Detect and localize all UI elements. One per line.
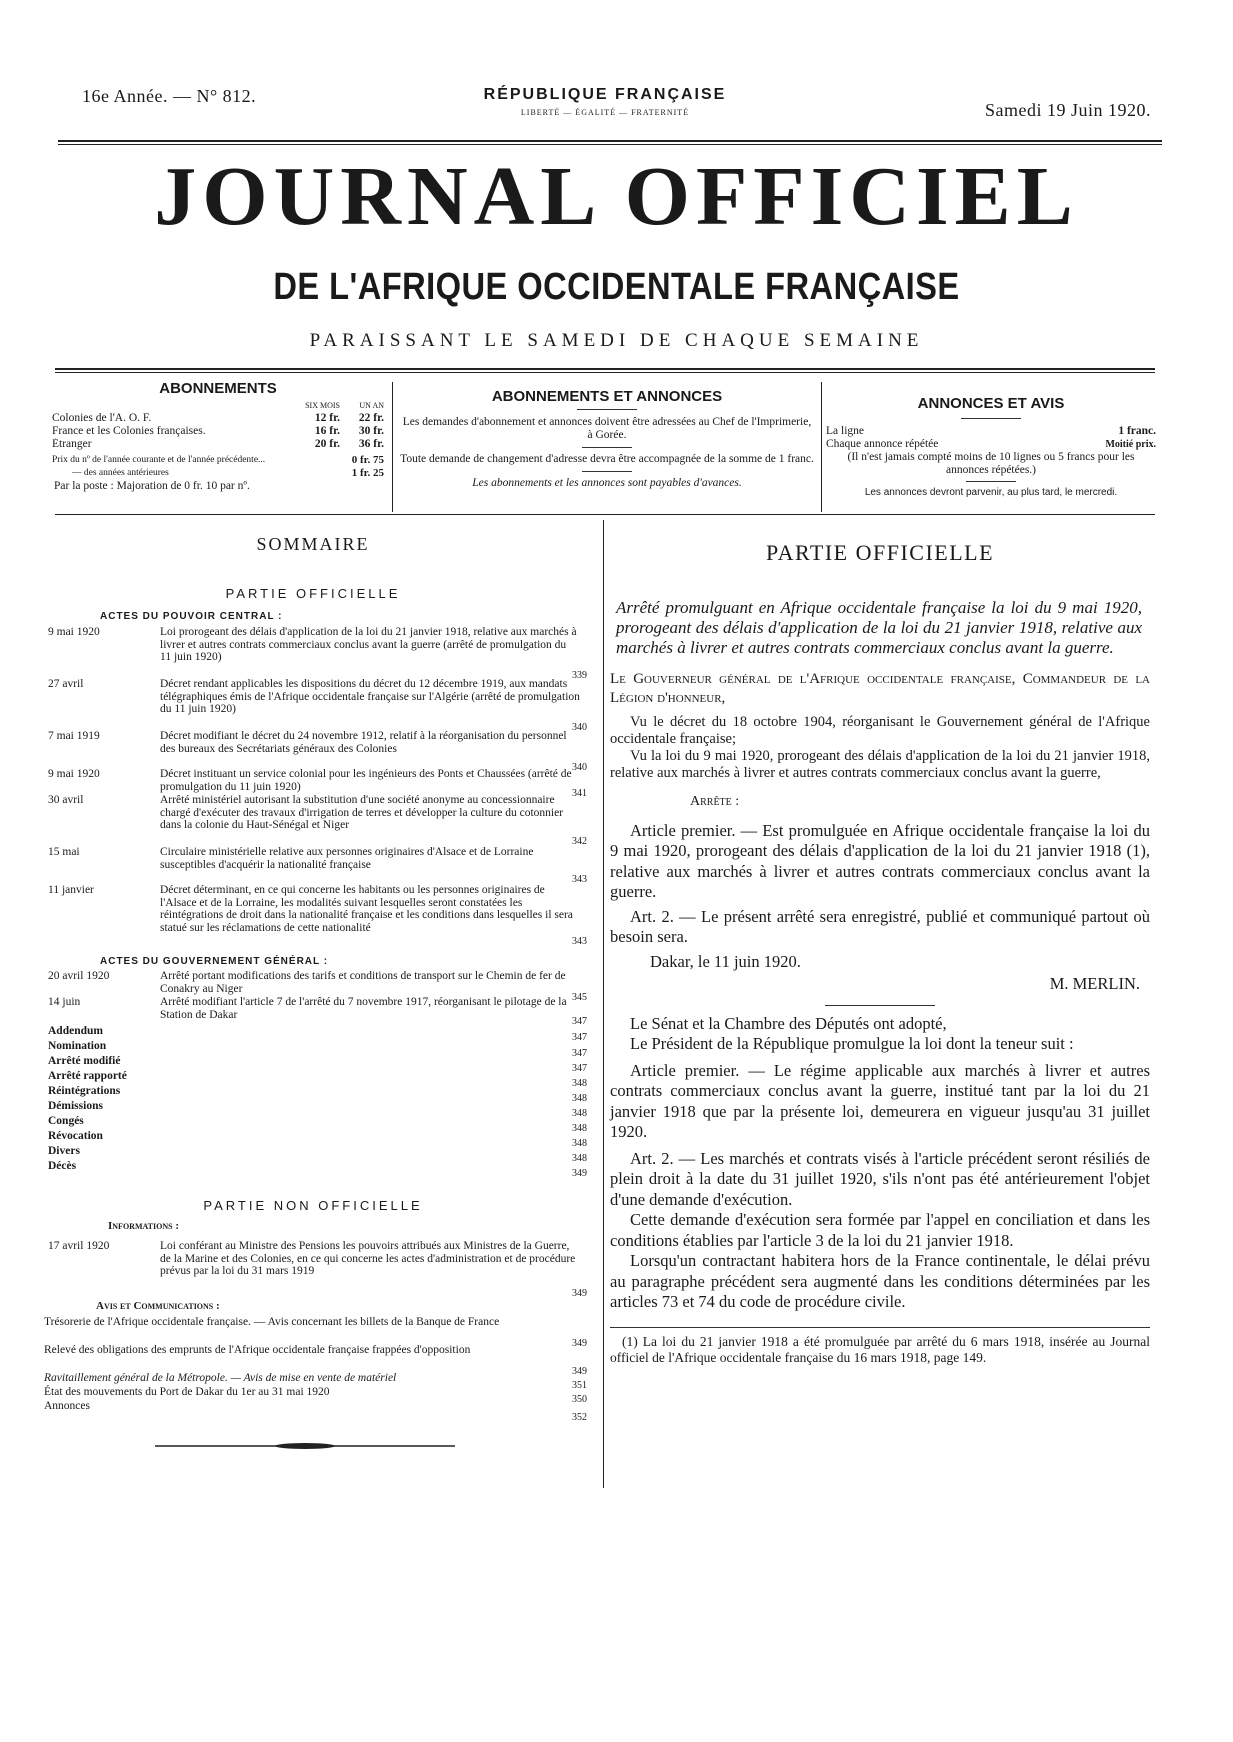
abonnements-annonces-text-1: Les demandes d'abonnement et annonces doivent être adressées au Chef de l'Imprimerie, à Gorée. bbox=[402, 416, 812, 441]
signature: M. MERLIN. bbox=[1049, 974, 1140, 993]
page-number: 345 bbox=[572, 992, 587, 1003]
abonnement-row: Étranger 20 fr. 36 fr. bbox=[52, 438, 384, 450]
page-number: 347 bbox=[572, 1016, 587, 1027]
page-number: 347 bbox=[572, 1063, 587, 1074]
arrete-title: Arrêté promulguant en Afrique occidentale française la loi du 9 mai 1920, prorogeant des délais d'application de la loi du 21 janvier 1918, relative aux marchés à livrer et autres contrats commerciaux conclus avant la guerre. bbox=[616, 598, 1142, 657]
ornament-divider bbox=[155, 1440, 455, 1452]
sommaire-short-entry: Révocation bbox=[48, 1130, 103, 1142]
sommaire-entry: 11 janvier Décret déterminant, en ce qui concerne les habitants ou les personnes originaires de l'Alsace et de la Lorraine, les modalités suivant lesquelles seront constatées les réintégrations de droit dans la nationalité française et les conditions dans lesquelles il sera statué sur les réclamations de cette nationalité bbox=[48, 884, 573, 934]
journal-tagline: PARAISSANT LE SAMEDI DE CHAQUE SEMAINE bbox=[309, 330, 924, 351]
sommaire-short-entry: Congés bbox=[48, 1115, 84, 1127]
sommaire-short-entry: Décès bbox=[48, 1160, 77, 1172]
poste-majoration: Par la poste : Majoration de 0 fr. 10 par nº. bbox=[54, 480, 250, 492]
annonces-note: (Il n'est jamais compté moins de 10 lignes ou 5 francs pour les annonces répétées.) bbox=[847, 451, 1135, 476]
partie-officielle-title: PARTIE OFFICIELLE bbox=[765, 540, 995, 565]
article-premier: Article premier. — Est promulguée en Afrique occidentale française la loi du 9 mai 1920, prorogeant des délais d'application de la loi du 21 janvier 1918 (1), relative aux marchés à livrer et autres contrats commerciaux conclus avant la guerre. bbox=[610, 820, 1150, 901]
page-number: 342 bbox=[572, 836, 587, 847]
page-number: 351 bbox=[572, 1380, 587, 1391]
sommaire-short-entry: Réintégrations bbox=[48, 1085, 121, 1097]
sommaire-short-entry: Démissions bbox=[48, 1100, 103, 1112]
page-number: 352 bbox=[572, 1412, 587, 1423]
page-number: 349 bbox=[572, 1288, 587, 1299]
abonnements-annonces-text-3: Les abonnements et les annonces sont payables d'avances. bbox=[472, 477, 742, 489]
box-top-rule-thin bbox=[55, 372, 1155, 373]
actes-gouvernement-general-heading: ACTES DU GOUVERNEMENT GÉNÉRAL : bbox=[100, 956, 329, 967]
republic-label: RÉPUBLIQUE FRANÇAISE bbox=[483, 86, 727, 103]
box-divider-2 bbox=[821, 382, 822, 512]
annonce-ligne-row: La ligne 1 franc. bbox=[826, 425, 1156, 437]
loi-paragraphe-3: Cette demande d'exécution sera formée par l'appel en conciliation et dans les conditions établies par l'article 3 de la loi du 21 janvier 1918. bbox=[610, 1210, 1150, 1250]
sommaire-avis-entry: Relevé des obligations des emprunts de l'Afrique occidentale française frappées d'opposition bbox=[44, 1344, 471, 1356]
annonces-deadline: Les annonces devront parvenir, au plus tard, le mercredi. bbox=[864, 487, 1118, 498]
page-number: 347 bbox=[572, 1048, 587, 1059]
page-number: 348 bbox=[572, 1078, 587, 1089]
informations-heading: Informations : bbox=[108, 1220, 179, 1232]
page-number: 339 bbox=[572, 670, 587, 681]
sommaire-entry: 27 avril Décret rendant applicables les dispositions du décret du 12 décembre 1919, aux mandats télégraphiques émis de l'Afrique occidentale française sur l'Algérie (arrêté de promulgation du 11 juin 1920) bbox=[48, 678, 580, 715]
prix-anterieur-row: — des années antérieures 1 fr. 25 bbox=[72, 467, 384, 479]
abonnements-annonces-panel bbox=[400, 388, 814, 490]
page-number: 348 bbox=[572, 1093, 587, 1104]
journal-title: JOURNAL OFFICIEL bbox=[154, 150, 1079, 243]
sommaire-entry: 17 avril 1920 Loi conférant au Ministre des Pensions les pouvoirs attribués aux Ministres de la Guerre, de la Marine et des Colonies, en ce qui concerne les actes d'administration et de procédure prévus par la loi du 31 mars 1919 bbox=[48, 1240, 576, 1277]
republic-motto: LIBERTÉ — ÉGALITÉ — FRATERNITÉ bbox=[520, 108, 690, 117]
loi-article-2: Art. 2. — Les marchés et contrats visés à l'article précédent seront résiliés de plein droit à la date du 31 juillet 1920, s'ils n'ont pas été antérieurement l'objet d'une demande d'exécution. bbox=[610, 1148, 1150, 1209]
loi-paragraphe-4: Lorsqu'un contractant habitera hors de la France continentale, le délai prévu au paragraphe précédent sera augmenté dans les conditions déterminées par les articles 73 et 74 du code de procédure civile. bbox=[610, 1251, 1150, 1311]
sommaire-entry: 9 mai 1920 Décret instituant un service colonial pour les ingénieurs des Ponts et Chaussées (arrêté de promulgation du 11 juin 1920) bbox=[48, 768, 572, 793]
vu-loi: Vu la loi du 9 mai 1920, prorogeant des délais d'application de la loi du 21 janvier 1918, relative aux marchés à livrer et autres contrats commerciaux conclus avant la guerre, bbox=[610, 748, 1150, 781]
vu-decret: Vu le décret du 18 octobre 1904, réorganisant le Gouvernement général de l'Afrique occidentale française; bbox=[610, 714, 1150, 747]
page-number: 340 bbox=[572, 722, 587, 733]
header-rule-thin bbox=[58, 144, 1162, 145]
sommaire-short-entry: Nomination bbox=[48, 1040, 107, 1052]
page-number: 348 bbox=[572, 1123, 587, 1134]
sommaire-entry: 20 avril 1920 Arrêté portant modifications des tarifs et conditions de transport sur le Chemin de fer de Conakry au Niger bbox=[48, 970, 566, 995]
sommaire-short-entry: Arrêté modifié bbox=[48, 1055, 121, 1067]
sommaire-avis-entry: Trésorerie de l'Afrique occidentale française. — Avis concernant les billets de la Banque de France bbox=[44, 1316, 500, 1328]
box-bottom-rule bbox=[55, 514, 1155, 515]
sommaire-short-entry: Arrêté rapporté bbox=[48, 1070, 127, 1082]
annonce-repetee-row: Chaque annonce répétée Moitié prix. bbox=[826, 438, 1156, 450]
sommaire-avis-entry: Ravitaillement général de la Métropole. — Avis de mise en vente de matériel bbox=[44, 1372, 397, 1384]
page-number: 343 bbox=[572, 874, 587, 885]
page-number: 347 bbox=[572, 1032, 587, 1043]
sommaire-avis-entry: État des mouvements du Port de Dakar du 1er au 31 mai 1920 bbox=[44, 1386, 330, 1398]
arrete-label: Arrête : bbox=[690, 794, 740, 809]
issue-date: Samedi 19 Juin 1920. bbox=[985, 100, 1151, 120]
page-number: 348 bbox=[572, 1138, 587, 1149]
article-2: Art. 2. — Le présent arrêté sera enregistré, publié et communiqué partout où besoin sera. bbox=[610, 906, 1150, 946]
page-number: 348 bbox=[572, 1153, 587, 1164]
sommaire-entry: 30 avril Arrêté ministériel autorisant la substitution d'une société anonyme au concessionnaire chargé d'exécuter des travaux d'irrigation de terres et développer la culture du cotonnier dans la colonie du Haut-Sénégal et Niger bbox=[48, 794, 564, 831]
sommaire-title: SOMMAIRE bbox=[256, 534, 370, 554]
page-number: 348 bbox=[572, 1108, 587, 1119]
header-rule bbox=[58, 140, 1162, 142]
page-number: 340 bbox=[572, 762, 587, 773]
abonnements-annonces-title: ABONNEMENTS ET ANNONCES bbox=[491, 388, 723, 405]
abonnements-panel bbox=[52, 380, 384, 493]
page-number: 349 bbox=[572, 1168, 587, 1179]
sommaire-short-entry: Addendum bbox=[48, 1025, 103, 1037]
box-top-rule bbox=[55, 368, 1155, 370]
col-un-an: UN AN bbox=[359, 401, 384, 410]
footnote: (1) La loi du 21 janvier 1918 a été promulguée par arrêté du 6 mars 1918, insérée au Journal officiel de l'Afrique occidentale française du 16 mars 1918, page 149. bbox=[610, 1333, 1150, 1365]
page-number: 350 bbox=[572, 1394, 587, 1405]
sommaire-entry: 7 mai 1919 Décret modifiant le décret du 24 novembre 1912, relatif à la réorganisation du personnel des bureaux des Secrétariats généraux des Colonies bbox=[48, 730, 567, 755]
actes-pouvoir-central-heading: ACTES DU POUVOIR CENTRAL : bbox=[100, 611, 283, 622]
page-number: 343 bbox=[572, 936, 587, 947]
sommaire-entry: 14 juin Arrêté modifiant l'article 7 de l'arrêté du 7 novembre 1917, réorganisant le pilotage de la Station de Dakar bbox=[48, 996, 567, 1021]
page-number: 349 bbox=[572, 1366, 587, 1377]
page-number: 349 bbox=[572, 1338, 587, 1349]
gouverneur-line: Le Gouverneur général de l'Afrique occidentale française, Commandeur de la Légion d'honneur, bbox=[610, 671, 1150, 706]
abonnements-title: ABONNEMENTS bbox=[159, 380, 277, 397]
col-six-mois: SIX MOIS bbox=[305, 401, 340, 410]
abonnements-annonces-text-2: Toute demande de changement d'adresse devra être accompagnée de la somme de 1 franc. bbox=[400, 453, 814, 465]
abonnement-row: France et les Colonies françaises. 16 fr. 30 fr. bbox=[52, 425, 384, 437]
sommaire-entry: 9 mai 1920 Loi prorogeant des délais d'application de la loi du 21 janvier 1918, relative aux marchés à livrer et autres contrats commerciaux conclus avant la guerre (arrêté de promulgation du 11 juin 1920) bbox=[48, 626, 577, 663]
column-divider bbox=[603, 520, 604, 1488]
sommaire-entry: 15 mai Circulaire ministérielle relative aux personnes originaires d'Alsace et de Lorraine susceptibles d'acquérir la nationalité française bbox=[48, 846, 534, 871]
lieu-date: Dakar, le 11 juin 1920. bbox=[650, 951, 801, 971]
issue-number: 16e Année. — N° 812. bbox=[82, 86, 257, 106]
avis-communications-heading: Avis et Communications : bbox=[96, 1300, 220, 1312]
senat-line: Le Sénat et la Chambre des Députés ont adopté, bbox=[630, 1013, 947, 1033]
prix-numero-row: Prix du nº de l'année courante et de l'année précédente... 0 fr. 75 bbox=[52, 454, 384, 466]
sommaire-avis-entry: Annonces bbox=[44, 1400, 90, 1412]
journal-subtitle: DE L'AFRIQUE OCCIDENTALE FRANÇAISE bbox=[273, 266, 960, 308]
sommaire-partie-non-officielle: PARTIE NON OFFICIELLE bbox=[203, 1198, 423, 1213]
sommaire-partie-officielle: PARTIE OFFICIELLE bbox=[225, 586, 401, 601]
annonces-avis-title: ANNONCES ET AVIS bbox=[917, 395, 1065, 412]
page-number: 341 bbox=[572, 788, 587, 799]
box-divider-1 bbox=[392, 382, 393, 512]
sommaire-short-entry: Divers bbox=[48, 1145, 80, 1157]
loi-article-premier: Article premier. — Le régime applicable aux marchés à livrer et autres contrats commerciaux conclus avant la guerre, institué tant par la loi du 21 janvier 1918 que par la présente loi, demeurera en vigueur jusqu'au 31 juillet 1920. bbox=[610, 1060, 1150, 1141]
annonces-avis-panel bbox=[826, 395, 1156, 499]
header-center bbox=[440, 86, 770, 117]
president-line: Le Président de la République promulgue la loi dont la teneur suit : bbox=[630, 1034, 1074, 1053]
partie-officielle-body bbox=[610, 598, 1150, 1366]
abonnement-row: Colonies de l'A. O. F. 12 fr. 22 fr. bbox=[52, 412, 384, 424]
